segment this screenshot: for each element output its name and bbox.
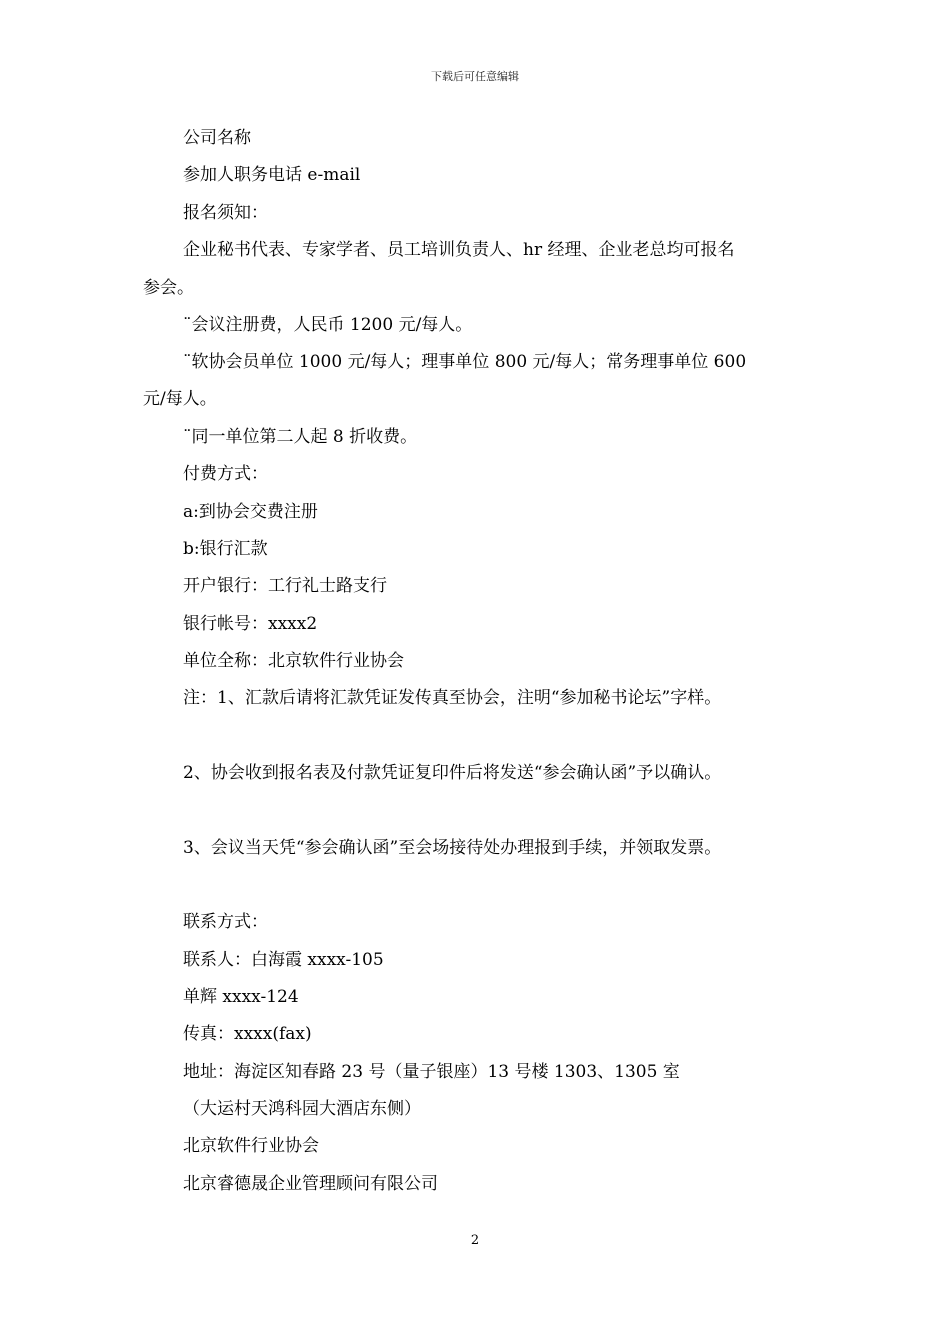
eligible-attendees-line-cont: 参会。 (143, 278, 194, 298)
contact-person-line: 联系人：白海霞 xxxx-105 (183, 950, 384, 970)
payment-option-b: b:银行汇款 (183, 539, 268, 559)
contact-person-2-line: 单辉 xxxx-124 (183, 987, 299, 1007)
page-header: 下载后可任意编辑 (431, 70, 519, 83)
address-note-line: （大运村天鸿科园大酒店东侧） (183, 1099, 421, 1119)
company-name-label: 公司名称 (183, 128, 251, 148)
payment-option-a: a:到协会交费注册 (183, 502, 318, 522)
bank-name-line: 开户银行：工行礼士路支行 (183, 576, 387, 596)
member-fee-line-cont: 元/每人。 (143, 389, 217, 409)
registration-fee-line: ¨会议注册费，人民币 1200 元/每人。 (183, 315, 473, 335)
payment-method-heading: 付费方式： (183, 464, 268, 484)
page-number: 2 (470, 1233, 480, 1248)
attendee-fields-label: 参加人职务电话 e-mail (183, 165, 361, 185)
note-1-line: 注：1、汇款后请将汇款凭证发传真至协会，注明“参加秘书论坛”字样。 (183, 688, 722, 708)
address-line: 地址：海淀区知春路 23 号（量子银座）13 号楼 1303、1305 室 (183, 1062, 680, 1082)
bank-account-line: 银行帐号：xxxx2 (183, 614, 318, 634)
note-3-line: 3、会议当天凭“参会确认函”至会场接待处办理报到手续，并领取发票。 (183, 838, 722, 858)
contact-heading: 联系方式： (183, 912, 268, 932)
organizer-1-line: 北京软件行业协会 (183, 1136, 319, 1156)
organization-name-line: 单位全称：北京软件行业协会 (183, 651, 404, 671)
discount-line: ¨同一单位第二人起 8 折收费。 (183, 427, 418, 447)
member-fee-line: ¨软协会员单位 1000 元/每人；理事单位 800 元/每人；常务理事单位 600 (183, 352, 747, 372)
note-2-line: 2、协会收到报名表及付款凭证复印件后将发送“参会确认函”予以确认。 (183, 763, 722, 783)
registration-notice-heading: 报名须知： (183, 203, 268, 223)
organizer-2-line: 北京睿德晟企业管理顾问有限公司 (183, 1174, 438, 1194)
eligible-attendees-line: 企业秘书代表、专家学者、员工培训负责人、hr 经理、企业老总均可报名 (183, 240, 735, 260)
fax-line: 传真：xxxx(fax) (183, 1024, 312, 1044)
